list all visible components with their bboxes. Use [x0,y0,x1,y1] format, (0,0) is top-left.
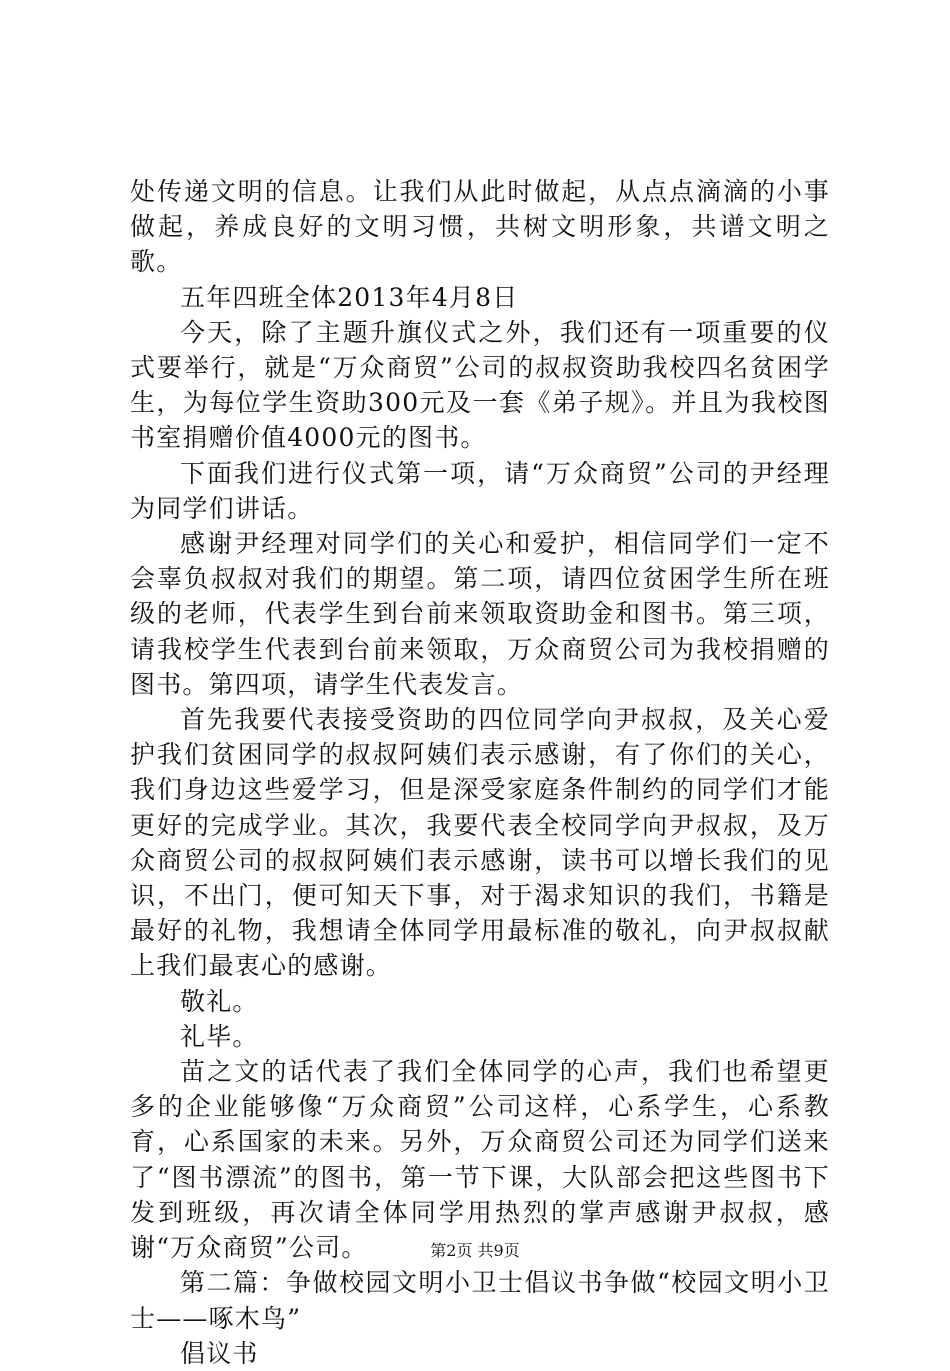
paragraph-9: 苗之文的话代表了我们全体同学的心声，我们也希望更多的企业能够像“万众商贸”公司这样，心系学生，心系教育，心系国家的未来。另外，万众商贸公司还为同学们送来了“图书漂流”的图书，第一节下课，大队部会把这些图书下发到班级，再次请全体同学用热烈的掌声感谢尹叔叔，感谢“万众商贸”公司。 [130,1057,830,1263]
section-subtitle: 倡议书 [180,1338,259,1368]
paragraph-8: 礼毕。 [180,1021,259,1051]
paragraph-signature: 五年四班全体2013年4月8日 [180,282,519,312]
paragraph-5: 感谢尹经理对同学们的关心和爱护，相信同学们一定不会辜负叔叔对我们的期望。第二项，请四位贫困学生所在班级的老师，代表学生到台前来领取资助金和图书。第三项，请我校学生代表到台前来领取，万众商贸公司为我校捐赠的图书。第四项，请学生代表发言。 [130,529,830,699]
document-body [130,174,830,1371]
page-number-footer: 第2页 共9页 [430,1241,520,1260]
paragraph-4: 下面我们进行仪式第一项，请“万众商贸”公司的尹经理为同学们讲话。 [130,458,830,523]
paragraph-7: 敬礼。 [180,986,259,1016]
section-heading: 第二篇：争做校园文明小卫士倡议书争做“校园文明小卫士——啄木鸟” [130,1268,830,1333]
paragraph-3: 今天，除了主题升旗仪式之外，我们还有一项重要的仪式要举行，就是“万众商贸”公司的叔叔资助我校四名贫困学生，为每位学生资助300元及一套《弟子规》。并且为我校图书室捐赠价值4000元的图书。 [130,317,830,453]
paragraph-6: 首先我要代表接受资助的四位同学向尹叔叔，及关心爱护我们贫困同学的叔叔阿姨们表示感谢，有了你们的关心，我们身边这些爱学习，但是深受家庭条件制约的同学们才能更好的完成学业。其次，我要代表全校同学向尹叔叔，及万众商贸公司的叔叔阿姨们表示感谢，读书可以增长我们的见识，不出门，便可知天下事，对于渴求知识的我们，书籍是最好的礼物，我想请全体同学用最标准的敬礼，向尹叔叔献上我们最衷心的感谢。 [130,705,830,981]
paragraph-1: 处传递文明的信息。让我们从此时做起，从点点滴滴的小事做起，养成良好的文明习惯，共树文明形象，共谱文明之歌。 [130,177,830,277]
